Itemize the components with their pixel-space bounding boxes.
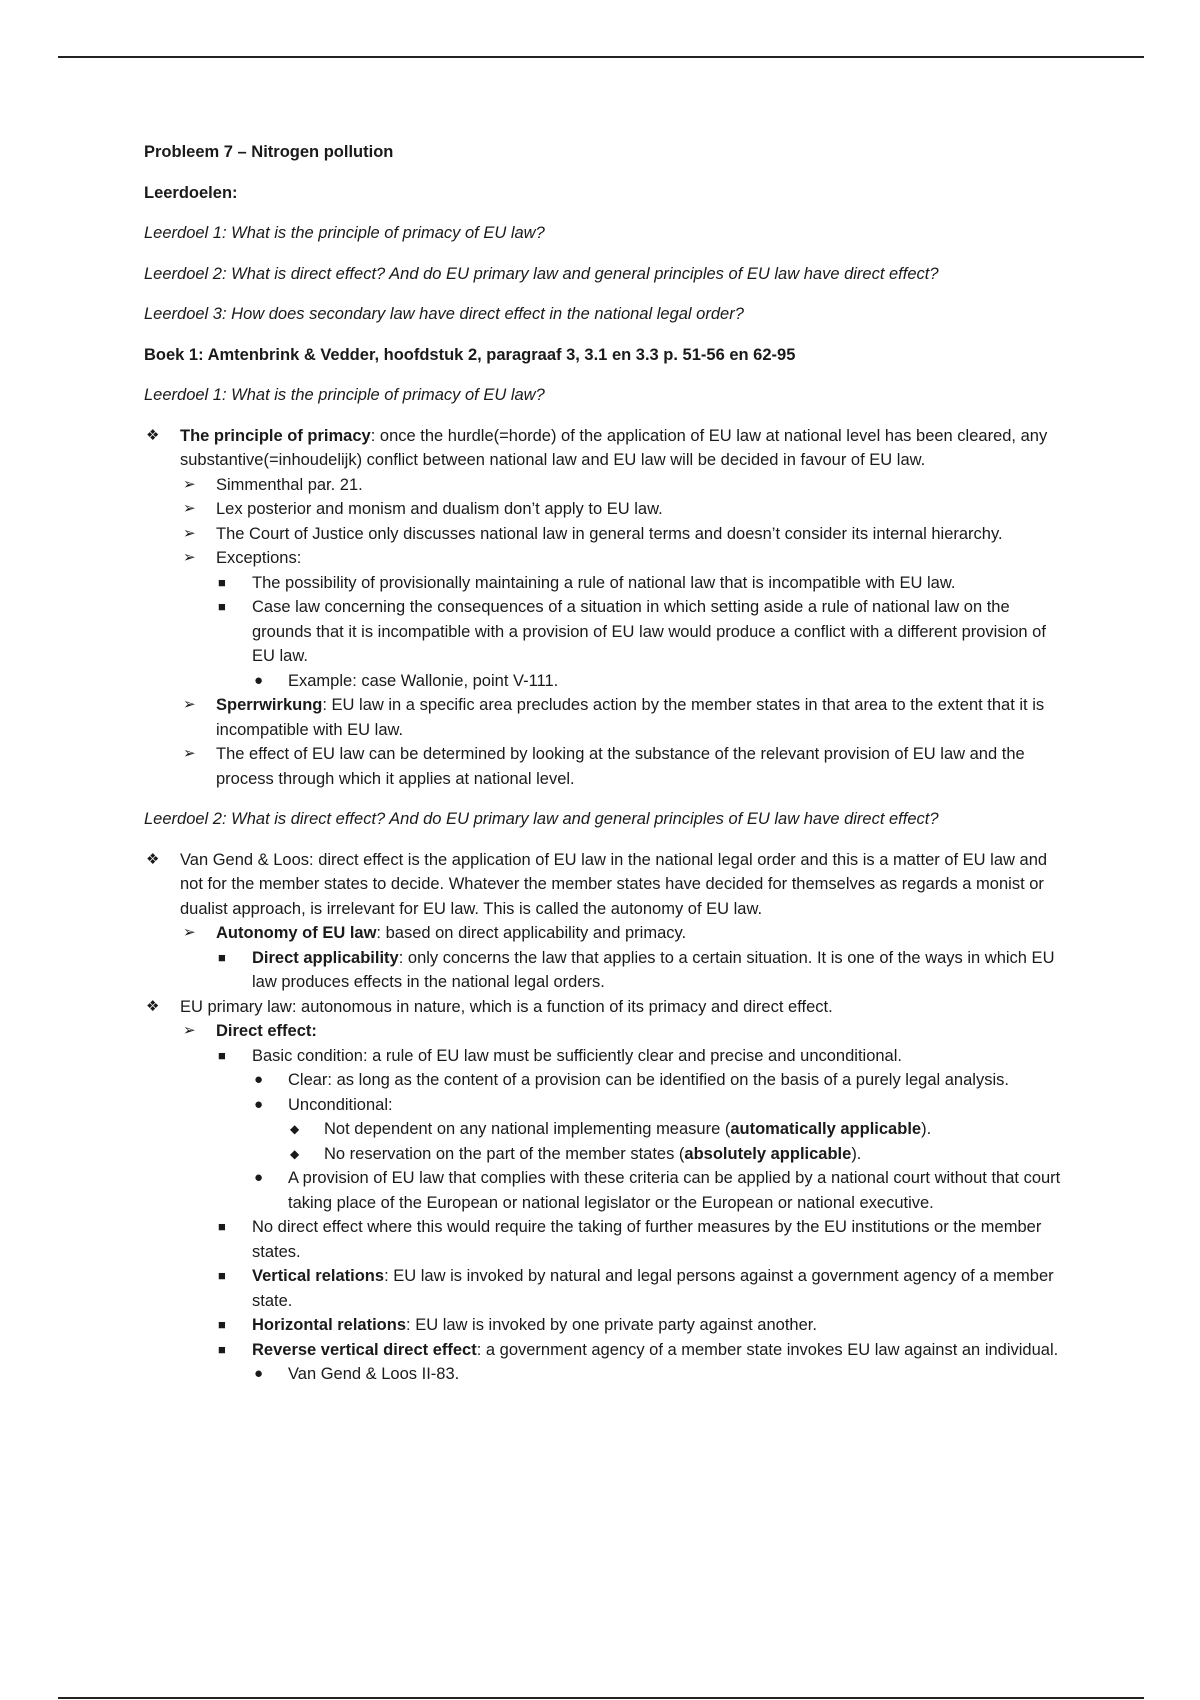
- list-item: [144, 1142, 1064, 1167]
- list-item: [144, 522, 1064, 547]
- item-text: Not dependent on any national implementing measure (: [324, 1120, 731, 1138]
- item-text: Exceptions:: [216, 549, 302, 567]
- arrow-bullet-icon: ➢: [183, 696, 196, 713]
- square-bullet-icon: ■: [218, 1219, 226, 1234]
- item-text: No direct effect where this would require the taking of further measures by the EU institutions or the member states.: [252, 1218, 1042, 1261]
- arrow-bullet-icon: ➢: [183, 475, 196, 493]
- item-text: EU primary law: autonomous in nature, which is a function of its primacy and direct effect.: [180, 997, 833, 1016]
- item-text: ).: [921, 1120, 932, 1138]
- document-body: [144, 140, 1064, 1387]
- term: automatically applicable: [730, 1120, 922, 1138]
- arrow-bullet-icon: ➢: [183, 524, 196, 542]
- term: absolutely applicable: [684, 1144, 852, 1163]
- term: Sperrwirkung: [216, 696, 323, 714]
- list-item: [144, 1215, 1064, 1264]
- goal-2: Leerdoel 2: What is direct effect? And do EU primary law and general principles of EU law have direct effect?: [144, 264, 939, 283]
- diamond4-bullet-icon: ❖: [146, 426, 160, 444]
- list-item: [144, 1313, 1064, 1338]
- section-1-list: [144, 424, 1064, 792]
- dot-bullet-icon: ●: [254, 1071, 264, 1088]
- list-item: [144, 546, 1064, 571]
- square-bullet-icon: ■: [218, 949, 226, 965]
- list-item: [144, 473, 1064, 498]
- square-bullet-icon: ■: [218, 574, 226, 590]
- diamond4-bullet-icon: ❖: [146, 850, 160, 868]
- item-text: Clear: as long as the content of a provision can be identified on the basis of a purely legal analysis.: [288, 1071, 1009, 1089]
- term: Vertical relations: [252, 1267, 385, 1285]
- arrow-bullet-icon: ➢: [183, 1022, 196, 1039]
- list-item: [144, 1166, 1064, 1215]
- list-item: [144, 848, 1064, 922]
- term: Reverse vertical direct effect: [252, 1340, 477, 1359]
- list-item: [144, 1068, 1064, 1093]
- item-text: : only concerns the law that applies to a certain situation. It is one of the ways in which EU law produces effects in the national legal orders.: [252, 948, 1055, 991]
- goal-1: Leerdoel 1: What is the principle of primacy of EU law?: [144, 224, 545, 242]
- dot-bullet-icon: ●: [254, 1169, 264, 1186]
- item-text: Unconditional:: [288, 1095, 393, 1114]
- diamond-bullet-icon: ◆: [290, 1146, 300, 1161]
- list-item: [144, 995, 1064, 1020]
- list-item: [144, 595, 1064, 669]
- arrow-bullet-icon: ➢: [183, 924, 196, 941]
- page-title: Probleem 7 – Nitrogen pollution: [144, 143, 394, 161]
- item-text: : EU law in a specific area precludes action by the member states in that area to the extent that it is incompatible with EU law.: [216, 696, 1045, 739]
- item-text: The Court of Justice only discusses national law in general terms and doesn’t consider its internal hierarchy.: [216, 524, 1003, 543]
- list-item: [144, 1019, 1064, 1044]
- list-item: [144, 497, 1064, 522]
- header-rule: [58, 56, 1144, 58]
- section-2-list: [144, 848, 1064, 1387]
- list-item: [144, 1362, 1064, 1387]
- square-bullet-icon: ■: [218, 1268, 226, 1283]
- section-1-heading: Leerdoel 1: What is the principle of primacy of EU law?: [144, 386, 545, 404]
- arrow-bullet-icon: ➢: [183, 500, 196, 517]
- item-text: : a government agency of a member state invokes EU law against an individual.: [476, 1340, 1059, 1359]
- list-item: [144, 571, 1064, 596]
- dot-bullet-icon: ●: [254, 1095, 264, 1113]
- square-bullet-icon: ■: [218, 599, 226, 614]
- item-text: : based on direct applicability and primacy.: [376, 924, 687, 942]
- list-item: [144, 669, 1064, 694]
- footer-rule: [58, 1697, 1144, 1699]
- item-text: Lex posterior and monism and dualism don’t apply to EU law.: [216, 500, 663, 518]
- list-item: [144, 1264, 1064, 1313]
- term: Autonomy of EU law: [216, 924, 377, 942]
- list-item: [144, 424, 1064, 473]
- item-text: Basic condition: a rule of EU law must be sufficiently clear and precise and unconditional.: [252, 1046, 902, 1065]
- list-item: [144, 693, 1064, 742]
- list-item: [144, 742, 1064, 791]
- term: Direct applicability: [252, 948, 399, 967]
- item-text: : once the hurdle(=horde) of the application of EU law at national level has been cleared, any substantive(=inhoudelijk) conflict between national law and EU law will be decided in favour of EU law.: [180, 426, 1048, 469]
- term: Horizontal relations: [252, 1316, 407, 1334]
- square-bullet-icon: ■: [218, 1341, 226, 1357]
- item-text: Van Gend & Loos II-83.: [288, 1365, 460, 1383]
- leerdoelen-heading: Leerdoelen:: [144, 183, 238, 202]
- list-item: [144, 1117, 1064, 1142]
- list-item: [144, 1093, 1064, 1118]
- term: Direct effect:: [216, 1022, 317, 1040]
- item-text: A provision of EU law that complies with these criteria can be applied by a national court without that court taking place of the European or national legislator or the European or national executive.: [288, 1169, 1061, 1212]
- item-text: Example: case Wallonie, point V-111.: [288, 671, 559, 690]
- square-bullet-icon: ■: [218, 1047, 226, 1063]
- list-item: [144, 946, 1064, 995]
- list-item: [144, 1044, 1064, 1069]
- list-item: [144, 1338, 1064, 1363]
- item-text: No reservation on the part of the member states (: [324, 1144, 685, 1163]
- goal-3: Leerdoel 3: How does secondary law have direct effect in the national legal order?: [144, 305, 744, 323]
- square-bullet-icon: ■: [218, 1317, 226, 1332]
- item-text: The effect of EU law can be determined by looking at the substance of the relevant provision of EU law and the process through which it applies at national level.: [216, 745, 1025, 788]
- item-text: Case law concerning the consequences of a situation in which setting aside a rule of national law on the grounds that it is incompatible with a provision of EU law would produce a conflict with a different provision of EU law.: [252, 598, 1046, 665]
- item-text: ).: [851, 1144, 862, 1163]
- dot-bullet-icon: ●: [254, 671, 264, 689]
- arrow-bullet-icon: ➢: [183, 549, 196, 566]
- item-text: : EU law is invoked by one private party against another.: [406, 1316, 817, 1334]
- dot-bullet-icon: ●: [254, 1365, 264, 1382]
- book-reference: Boek 1: Amtenbrink & Vedder, hoofdstuk 2, paragraaf 3, 3.1 en 3.3 p. 51-56 en 62-95: [144, 345, 796, 364]
- list-item: [144, 921, 1064, 946]
- item-text: Van Gend & Loos: direct effect is the application of EU law in the national legal order and this is a matter of EU law and not for the member states to decide. Whatever the member states have decided for themselves as regards a monist or dualist approach, is irrelevant for EU law. This is called the autonomy of EU law.: [180, 850, 1048, 918]
- item-text: : EU law is invoked by natural and legal persons against a government agency of a member state.: [252, 1267, 1054, 1310]
- diamond-bullet-icon: ◆: [290, 1122, 300, 1136]
- item-text: The possibility of provisionally maintaining a rule of national law that is incompatible with EU law.: [252, 573, 956, 592]
- section-2-heading: Leerdoel 2: What is direct effect? And do EU primary law and general principles of EU law have direct effect?: [144, 810, 939, 828]
- diamond4-bullet-icon: ❖: [146, 997, 160, 1015]
- term: The principle of primacy: [180, 426, 371, 445]
- arrow-bullet-icon: ➢: [183, 745, 196, 762]
- item-text: Simmenthal par. 21.: [216, 475, 363, 494]
